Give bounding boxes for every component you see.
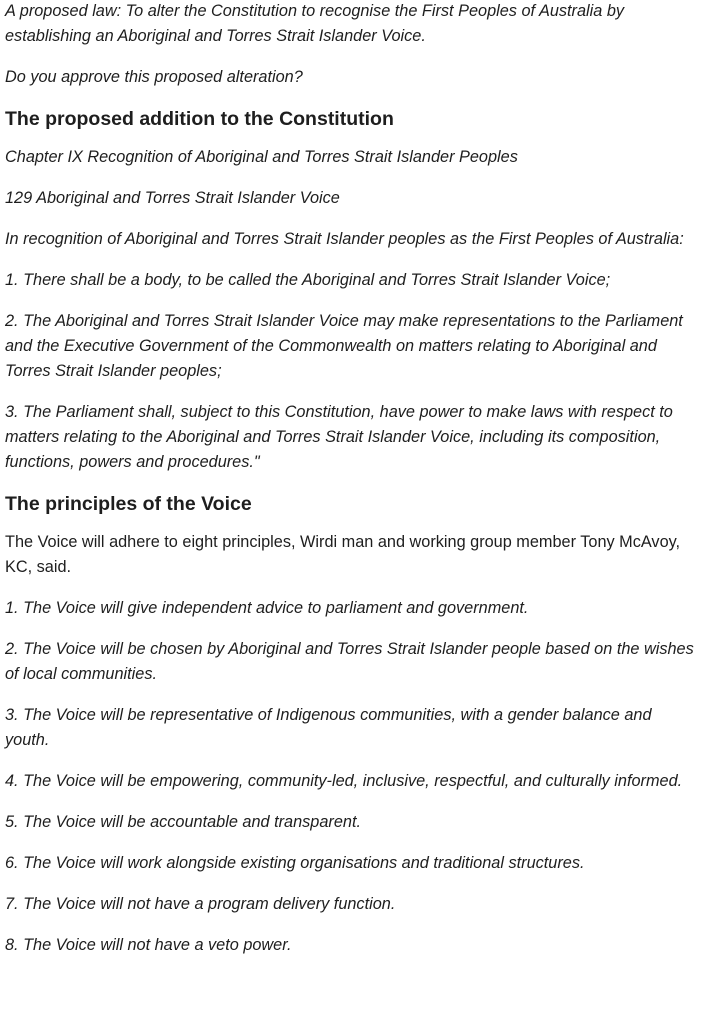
section-heading-proposed-addition: The proposed addition to the Constitution [5, 108, 394, 130]
clause-item: 3. The Parliament shall, subject to this Constitution, have power to make laws with respect to matters relating to the Aboriginal and Torres Strait Islander Voice, including its composition, functions, powers and procedures." [5, 403, 673, 471]
clause-item: 1. There shall be a body, to be called the Aboriginal and Torres Strait Islander Voice; [5, 271, 611, 289]
principle-item: 8. The Voice will not have a veto power. [5, 936, 292, 954]
principle-item: 7. The Voice will not have a program delivery function. [5, 895, 396, 913]
preamble: In recognition of Aboriginal and Torres Strait Islander peoples as the First Peoples of Australia: [5, 230, 684, 248]
principle-item: 4. The Voice will be empowering, community-led, inclusive, respectful, and culturally informed. [5, 772, 683, 790]
principle-item: 6. The Voice will work alongside existing organisations and traditional structures. [5, 854, 585, 872]
intro-proposed-law: A proposed law: To alter the Constitution to recognise the First Peoples of Australia by establishing an Aboriginal and Torres Strait Islander Voice. [5, 2, 625, 45]
clause-item: 2. The Aboriginal and Torres Strait Islander Voice may make representations to the Parliament and the Executive Government of the Commonwealth on matters relating to Aboriginal and Torres Strait Islander peoples; [5, 312, 683, 380]
section-heading-principles: The principles of the Voice [5, 493, 252, 515]
principle-item: 3. The Voice will be representative of Indigenous communities, with a gender balance and youth. [5, 706, 652, 749]
principles-lead: The Voice will adhere to eight principles, Wirdi man and working group member Tony McAvoy, KC, said. [5, 533, 681, 576]
section-title: 129 Aboriginal and Torres Strait Islander Voice [5, 189, 340, 207]
principle-item: 2. The Voice will be chosen by Aboriginal and Torres Strait Islander people based on the wishes of local communities. [5, 640, 694, 683]
principle-item: 1. The Voice will give independent advice to parliament and government. [5, 599, 529, 617]
principle-item: 5. The Voice will be accountable and transparent. [5, 813, 361, 831]
intro-question: Do you approve this proposed alteration? [5, 68, 303, 86]
chapter-title: Chapter IX Recognition of Aboriginal and Torres Strait Islander Peoples [5, 148, 518, 166]
